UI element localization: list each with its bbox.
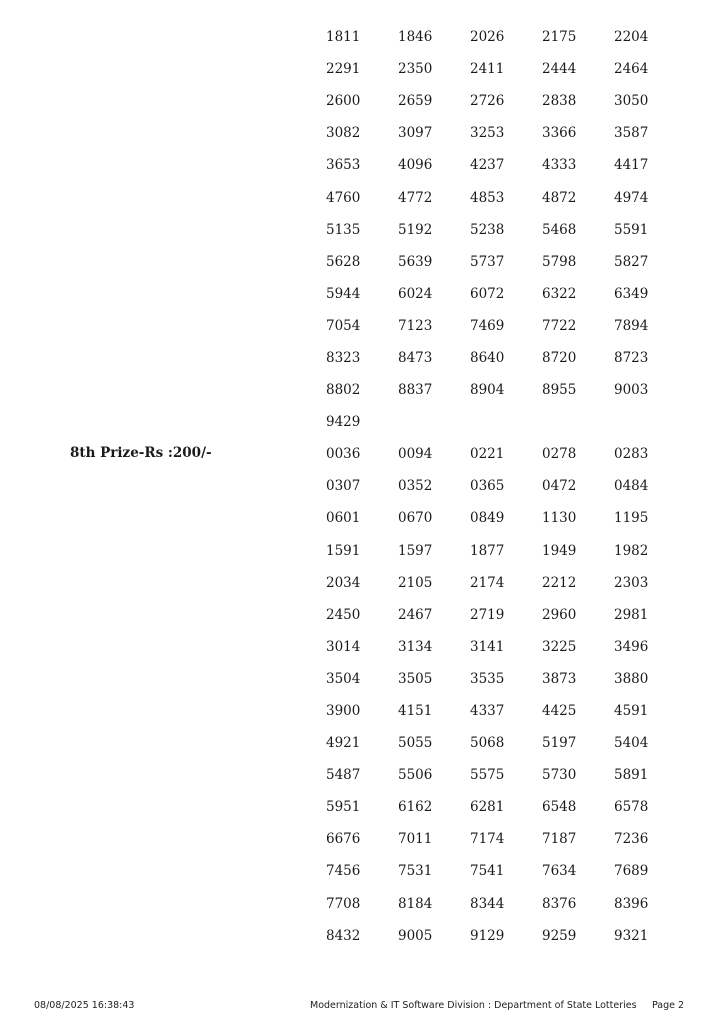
number-row (326, 567, 686, 599)
ticket-number: 3880 (614, 670, 649, 687)
ticket-number: 9129 (470, 927, 505, 944)
ticket-number: 4425 (542, 703, 577, 720)
ticket-number: 0484 (614, 478, 649, 495)
ticket-number: 1195 (614, 510, 649, 527)
ticket-number: 7894 (614, 317, 649, 334)
ticket-number: 0278 (542, 446, 577, 463)
ticket-number: 0601 (326, 510, 361, 527)
ticket-number: 3366 (542, 125, 577, 142)
ticket-number: 2659 (398, 93, 433, 110)
ticket-number: 4921 (326, 735, 361, 752)
ticket-number: 8955 (542, 382, 577, 399)
ticket-number: 2105 (398, 574, 433, 591)
ticket-number: 8904 (470, 382, 505, 399)
ticket-number: 2034 (326, 574, 361, 591)
ticket-number: 4974 (614, 189, 649, 206)
ticket-number: 4151 (398, 703, 433, 720)
ticket-number: 3141 (470, 638, 505, 655)
ticket-number: 5192 (398, 221, 433, 238)
ticket-number: 9005 (398, 927, 433, 944)
ticket-number: 1846 (398, 29, 433, 46)
ticket-number: 0283 (614, 446, 649, 463)
ticket-number: 3504 (326, 670, 361, 687)
ticket-number: 1130 (542, 510, 577, 527)
ticket-number: 7174 (470, 831, 505, 848)
number-row (326, 631, 686, 663)
ticket-number: 2600 (326, 93, 361, 110)
ticket-number: 3535 (470, 670, 505, 687)
ticket-number: 6072 (470, 285, 505, 302)
number-row (326, 149, 686, 181)
ticket-number: 5639 (398, 253, 433, 270)
ticket-number: 8837 (398, 382, 433, 399)
ticket-number: 2464 (614, 61, 649, 78)
ticket-number: 5737 (470, 253, 505, 270)
ticket-number: 2350 (398, 61, 433, 78)
ticket-number: 5068 (470, 735, 505, 752)
ticket-number: 7689 (614, 863, 649, 880)
ticket-number: 3587 (614, 125, 649, 142)
ticket-number: 2026 (470, 29, 505, 46)
ticket-number: 0849 (470, 510, 505, 527)
ticket-number: 1591 (326, 542, 361, 559)
number-row (326, 374, 686, 406)
number-row (326, 278, 686, 310)
ticket-number: 3097 (398, 125, 433, 142)
ticket-number: 3225 (542, 638, 577, 655)
number-row (326, 53, 686, 85)
ticket-number: 3014 (326, 638, 361, 655)
ticket-number: 7634 (542, 863, 577, 880)
ticket-number: 8376 (542, 895, 577, 912)
ticket-number: 3134 (398, 638, 433, 655)
ticket-number: 0307 (326, 478, 361, 495)
ticket-number: 8432 (326, 927, 361, 944)
ticket-number: 4337 (470, 703, 505, 720)
eighth-prize-label: 8th Prize-Rs :200/- (70, 445, 212, 461)
number-row (326, 920, 686, 952)
ticket-number: 1877 (470, 542, 505, 559)
number-row (326, 181, 686, 213)
ticket-number: 7123 (398, 317, 433, 334)
ticket-number: 0221 (470, 446, 505, 463)
number-row (326, 727, 686, 759)
ticket-number: 2303 (614, 574, 649, 591)
ticket-number: 5197 (542, 735, 577, 752)
ticket-number: 3050 (614, 93, 649, 110)
ticket-number: 2726 (470, 93, 505, 110)
ticket-number: 8723 (614, 349, 649, 366)
ticket-number: 0094 (398, 446, 433, 463)
ticket-number: 8640 (470, 349, 505, 366)
ticket-number: 5591 (614, 221, 649, 238)
ticket-number: 8344 (470, 895, 505, 912)
ticket-number: 5951 (326, 799, 361, 816)
ticket-number: 2981 (614, 606, 649, 623)
ticket-number: 4417 (614, 157, 649, 174)
ticket-number: 7469 (470, 317, 505, 334)
ticket-number: 7531 (398, 863, 433, 880)
ticket-number: 9259 (542, 927, 577, 944)
ticket-number: 3253 (470, 125, 505, 142)
ticket-number: 4760 (326, 189, 361, 206)
ticket-number: 5827 (614, 253, 649, 270)
ticket-number: 2719 (470, 606, 505, 623)
ticket-number: 4853 (470, 189, 505, 206)
footer-page-number: Page 2 (652, 1000, 685, 1011)
number-row (326, 406, 686, 438)
ticket-number: 4772 (398, 189, 433, 206)
number-row (326, 791, 686, 823)
ticket-number: 3505 (398, 670, 433, 687)
number-row (326, 470, 686, 502)
number-row (326, 695, 686, 727)
number-row (326, 823, 686, 855)
ticket-number: 2204 (614, 29, 649, 46)
ticket-number: 6024 (398, 285, 433, 302)
ticket-number: 2175 (542, 29, 577, 46)
number-row (326, 214, 686, 246)
ticket-number: 0365 (470, 478, 505, 495)
ticket-number: 6676 (326, 831, 361, 848)
ticket-number: 3653 (326, 157, 361, 174)
ticket-number: 0670 (398, 510, 433, 527)
ticket-number: 5575 (470, 767, 505, 784)
ticket-number: 5891 (614, 767, 649, 784)
ticket-number: 9321 (614, 927, 649, 944)
ticket-number: 3496 (614, 638, 649, 655)
ticket-number: 5135 (326, 221, 361, 238)
ticket-number: 8396 (614, 895, 649, 912)
ticket-number: 4096 (398, 157, 433, 174)
number-row (326, 759, 686, 791)
number-grid (326, 21, 686, 952)
ticket-number: 6162 (398, 799, 433, 816)
ticket-number: 7011 (398, 831, 433, 848)
number-row (326, 342, 686, 374)
ticket-number: 7456 (326, 863, 361, 880)
ticket-number: 5798 (542, 253, 577, 270)
number-row (326, 855, 686, 887)
ticket-number: 6322 (542, 285, 577, 302)
ticket-number: 3873 (542, 670, 577, 687)
ticket-number: 4333 (542, 157, 577, 174)
ticket-number: 6578 (614, 799, 649, 816)
ticket-number: 6349 (614, 285, 649, 302)
ticket-number: 8323 (326, 349, 361, 366)
number-row (326, 85, 686, 117)
ticket-number: 7708 (326, 895, 361, 912)
ticket-number: 5944 (326, 285, 361, 302)
ticket-number: 6281 (470, 799, 505, 816)
ticket-number: 2212 (542, 574, 577, 591)
number-row (326, 117, 686, 149)
ticket-number: 1597 (398, 542, 433, 559)
ticket-number: 5055 (398, 735, 433, 752)
ticket-number: 3082 (326, 125, 361, 142)
ticket-number: 5468 (542, 221, 577, 238)
ticket-number: 5730 (542, 767, 577, 784)
ticket-number: 1811 (326, 29, 361, 46)
ticket-number: 5628 (326, 253, 361, 270)
ticket-number: 1949 (542, 542, 577, 559)
ticket-number: 6548 (542, 799, 577, 816)
ticket-number: 8720 (542, 349, 577, 366)
number-row (326, 502, 686, 534)
ticket-number: 4237 (470, 157, 505, 174)
ticket-number: 0472 (542, 478, 577, 495)
ticket-number: 7054 (326, 317, 361, 334)
ticket-number: 7541 (470, 863, 505, 880)
ticket-number: 2174 (470, 574, 505, 591)
ticket-number: 2444 (542, 61, 577, 78)
ticket-number: 4591 (614, 703, 649, 720)
footer-datetime: 08/08/2025 16:38:43 (34, 1000, 135, 1011)
ticket-number: 2411 (470, 61, 505, 78)
ticket-number: 3900 (326, 703, 361, 720)
ticket-number: 2467 (398, 606, 433, 623)
ticket-number: 9429 (326, 414, 361, 431)
ticket-number: 0352 (398, 478, 433, 495)
ticket-number: 2450 (326, 606, 361, 623)
footer-division: Modernization & IT Software Division : Department of State Lotteries (310, 1000, 637, 1011)
ticket-number: 7187 (542, 831, 577, 848)
ticket-number: 1982 (614, 542, 649, 559)
number-row (326, 21, 686, 53)
number-row (326, 663, 686, 695)
ticket-number: 5404 (614, 735, 649, 752)
ticket-number: 5487 (326, 767, 361, 784)
ticket-number: 8184 (398, 895, 433, 912)
ticket-number: 0036 (326, 446, 361, 463)
ticket-number: 7722 (542, 317, 577, 334)
number-row (326, 888, 686, 920)
number-row (326, 246, 686, 278)
number-row (326, 599, 686, 631)
ticket-number: 4872 (542, 189, 577, 206)
number-row (326, 438, 686, 470)
ticket-number: 2838 (542, 93, 577, 110)
ticket-number: 7236 (614, 831, 649, 848)
ticket-number: 2291 (326, 61, 361, 78)
ticket-number: 9003 (614, 382, 649, 399)
ticket-number: 5506 (398, 767, 433, 784)
ticket-number: 5238 (470, 221, 505, 238)
ticket-number: 8802 (326, 382, 361, 399)
ticket-number: 8473 (398, 349, 433, 366)
number-row (326, 535, 686, 567)
ticket-number: 2960 (542, 606, 577, 623)
number-row (326, 310, 686, 342)
